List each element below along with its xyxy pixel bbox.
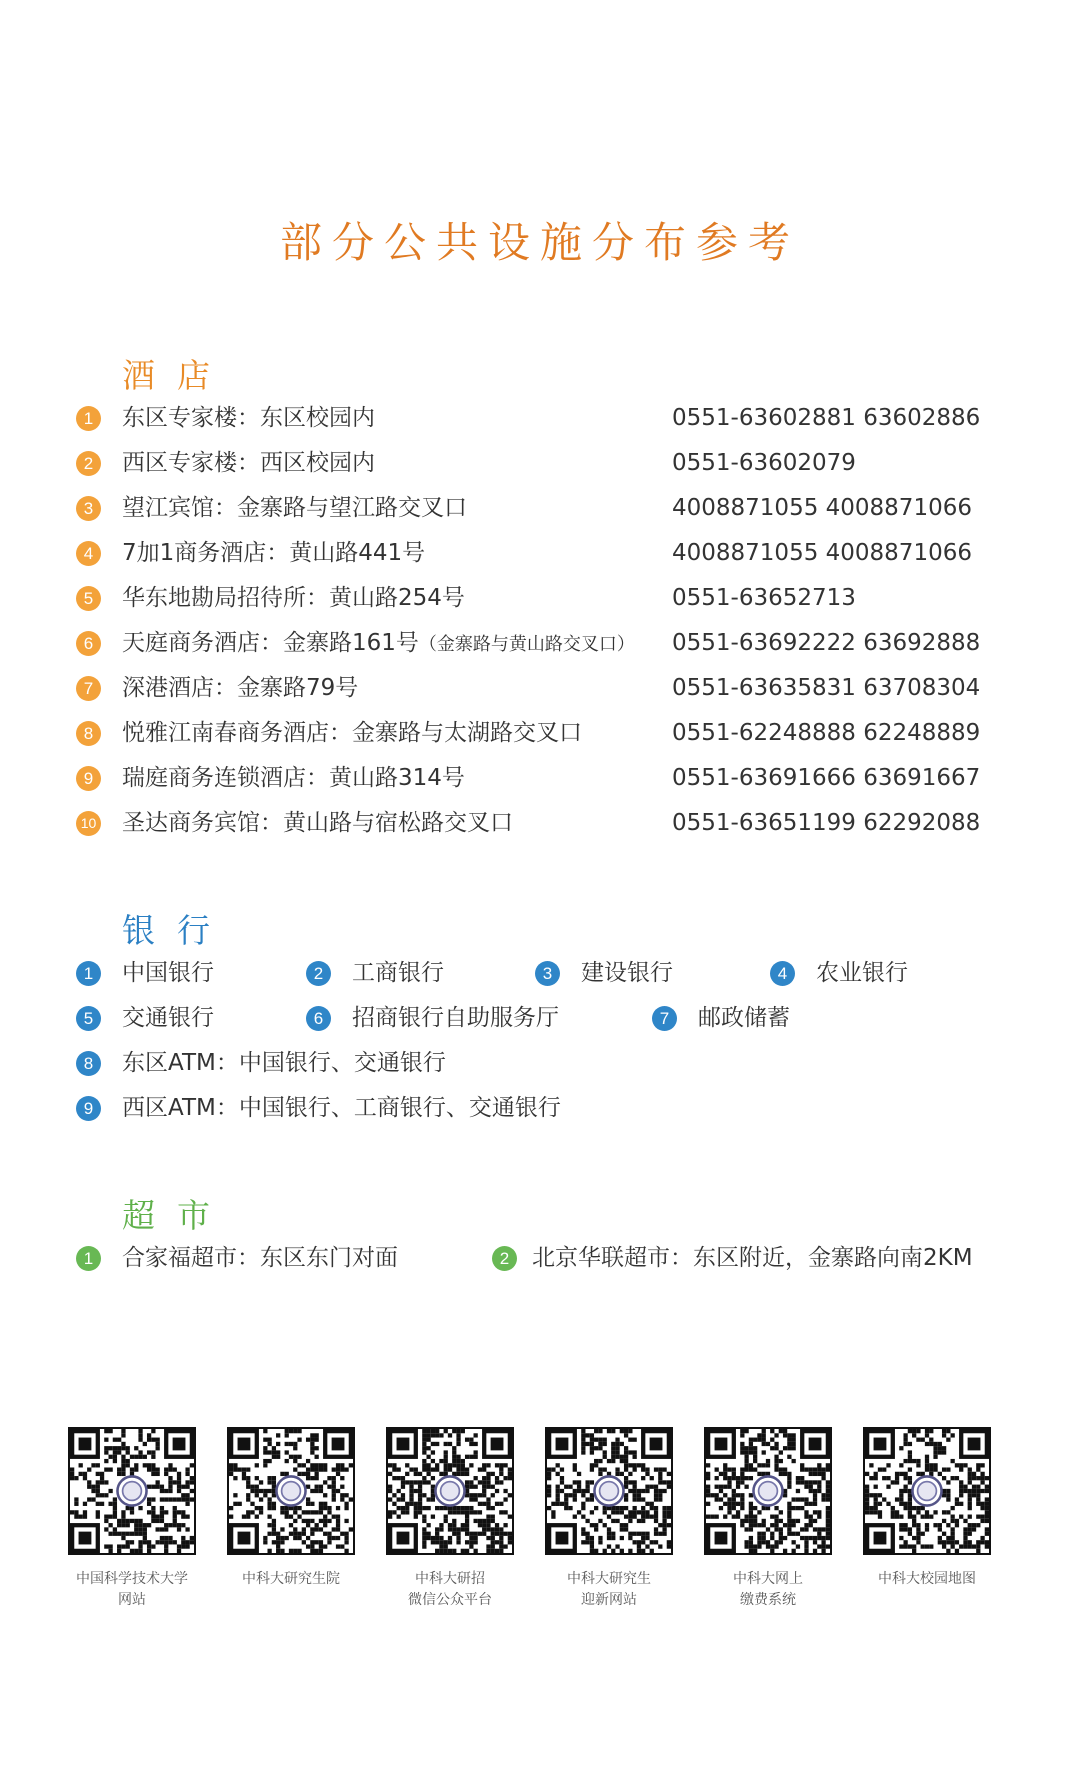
number-badge: 6 <box>306 1006 331 1031</box>
hotel-phone: 0551-62248888 62248889 <box>672 720 981 746</box>
bank-item <box>306 955 526 991</box>
hotel-phone: 0551-63651199 62292088 <box>672 810 981 836</box>
supermarket-item <box>76 1240 476 1276</box>
supermarket-section-heading: 超市 <box>122 1196 232 1235</box>
hotel-phone: 0551-63635831 63708304 <box>672 675 981 701</box>
number-badge: 5 <box>76 586 101 611</box>
hotel-row <box>76 805 1006 841</box>
hotel-name-note: （金寨路与黄山路交叉口） <box>418 634 635 655</box>
qr-code-image[interactable] <box>863 1427 991 1555</box>
qr-code-item <box>67 1427 197 1611</box>
qr-code-item <box>226 1427 356 1590</box>
hotel-name-main: 天庭商务酒店：金寨路161号 <box>122 630 419 656</box>
hotel-phone: 4008871055 4008871066 <box>672 540 972 566</box>
number-badge: 2 <box>76 451 101 476</box>
hotel-row <box>76 535 1006 571</box>
number-badge: 4 <box>76 541 101 566</box>
number-badge: 2 <box>306 961 331 986</box>
number-badge: 6 <box>76 631 101 656</box>
bank-section-heading: 银行 <box>122 911 232 950</box>
bank-name: 东区ATM：中国银行、交通银行 <box>122 1050 446 1076</box>
hotel-row <box>76 670 1006 706</box>
bank-name: 农业银行 <box>816 960 908 986</box>
supermarket-name: 北京华联超市：东区附近，金寨路向南2KM <box>532 1245 973 1271</box>
supermarket-item <box>492 1240 1012 1276</box>
bank-name: 西区ATM：中国银行、工商银行、交通银行 <box>122 1095 561 1121</box>
hotel-name: 深港酒店：金寨路79号 <box>122 675 359 701</box>
bank-item <box>652 1000 872 1036</box>
qr-code-image[interactable] <box>704 1427 832 1555</box>
qr-code-label: 中国科学技术大学 网站 <box>76 1571 188 1608</box>
supermarket-name: 合家福超市：东区东门对面 <box>122 1245 398 1271</box>
qr-code-image[interactable] <box>227 1427 355 1555</box>
bank-item <box>306 1000 636 1036</box>
qr-code-label: 中科大研招 微信公众平台 <box>408 1571 492 1608</box>
number-badge: 9 <box>76 1096 101 1121</box>
qr-code-item <box>703 1427 833 1611</box>
hotel-name: 7加1商务酒店：黄山路441号 <box>122 540 426 566</box>
hotel-row <box>76 400 1006 436</box>
number-badge: 10 <box>76 811 101 836</box>
hotel-phone: 4008871055 4008871066 <box>672 495 972 521</box>
qr-code-item <box>544 1427 674 1611</box>
qr-code-image[interactable] <box>68 1427 196 1555</box>
hotel-phone: 0551-63691666 63691667 <box>672 765 981 791</box>
qr-code-image[interactable] <box>545 1427 673 1555</box>
number-badge: 2 <box>492 1246 517 1271</box>
bank-item <box>76 1000 296 1036</box>
hotel-phone: 0551-63692222 63692888 <box>672 630 981 656</box>
bank-name: 邮政储蓄 <box>698 1005 790 1031</box>
number-badge: 3 <box>535 961 560 986</box>
hotel-row <box>76 490 1006 526</box>
number-badge: 1 <box>76 406 101 431</box>
hotel-name: 悦雅江南春商务酒店：金寨路与太湖路交叉口 <box>122 720 582 746</box>
qr-code-item <box>862 1427 992 1590</box>
hotel-phone: 0551-63602881 63602886 <box>672 405 981 431</box>
number-badge: 8 <box>76 1051 101 1076</box>
bank-item <box>535 955 755 991</box>
bank-item <box>770 955 990 991</box>
hotel-phone: 0551-63602079 <box>672 450 856 476</box>
qr-code-label: 中科大校园地图 <box>878 1571 976 1587</box>
bank-name: 中国银行 <box>122 960 214 986</box>
number-badge: 4 <box>770 961 795 986</box>
number-badge: 5 <box>76 1006 101 1031</box>
number-badge: 7 <box>76 676 101 701</box>
bank-name: 交通银行 <box>122 1005 214 1031</box>
hotel-row <box>76 445 1006 481</box>
hotel-section-heading: 酒店 <box>122 356 232 395</box>
number-badge: 9 <box>76 766 101 791</box>
bank-name: 建设银行 <box>581 960 673 986</box>
bank-item <box>76 955 296 991</box>
bank-item <box>76 1090 676 1126</box>
qr-code-label: 中科大网上 缴费系统 <box>733 1571 803 1608</box>
number-badge: 1 <box>76 1246 101 1271</box>
page-title: 部分公共设施分布参考 <box>279 218 800 267</box>
number-badge: 3 <box>76 496 101 521</box>
hotel-name: 东区专家楼：东区校园内 <box>122 405 375 431</box>
hotel-row <box>76 760 1006 796</box>
hotel-name <box>122 625 635 663</box>
qr-code-label: 中科大研究生院 <box>242 1571 340 1587</box>
hotel-name: 华东地勘局招待所：黄山路254号 <box>122 585 465 611</box>
qr-code-label: 中科大研究生 迎新网站 <box>567 1571 651 1608</box>
number-badge: 8 <box>76 721 101 746</box>
bank-name: 招商银行自助服务厅 <box>352 1005 559 1031</box>
hotel-row <box>76 715 1006 751</box>
hotel-name: 西区专家楼：西区校园内 <box>122 450 375 476</box>
qr-code-image[interactable] <box>386 1427 514 1555</box>
number-badge: 7 <box>652 1006 677 1031</box>
qr-code-item <box>385 1427 515 1611</box>
hotel-name: 望江宾馆：金寨路与望江路交叉口 <box>122 495 467 521</box>
bank-item <box>76 1045 676 1081</box>
bank-name: 工商银行 <box>352 960 444 986</box>
hotel-row <box>76 625 1006 661</box>
hotel-phone: 0551-63652713 <box>672 585 856 611</box>
hotel-row <box>76 580 1006 616</box>
number-badge: 1 <box>76 961 101 986</box>
hotel-name: 圣达商务宾馆：黄山路与宿松路交叉口 <box>122 810 513 836</box>
hotel-name: 瑞庭商务连锁酒店：黄山路314号 <box>122 765 465 791</box>
